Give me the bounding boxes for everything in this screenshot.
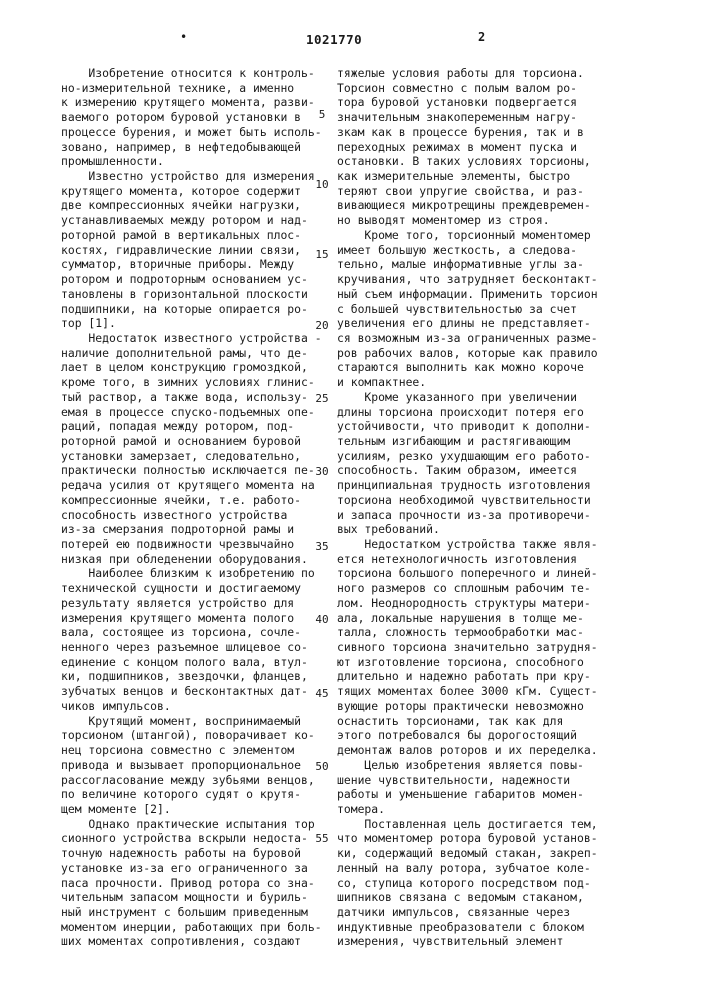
left-column bbox=[61, 66, 361, 949]
paragraph: Недостаток известного устройства - наличие дополнительной рамы, что де- лает в целом конструкцию громоздкой, кроме того, в зимних условиях глинис- тый раствор, а также вода, использу- емая в процессе спуско-подъемных опе- раций, попадая между ротором, под- роторной рамой и основанием буровой установки замерзает, следовательно, практически полностью исключается пе- редача усилия от крутящего момента на компрессионные ячейки, т.е. работо- способность известного устройства из-за смерзания подроторной рамы и потерей ею подвижности чрезвычайно низкая при обледенении оборудования. bbox=[61, 330, 322, 566]
right-column bbox=[337, 66, 637, 949]
line-number: 25 bbox=[315, 392, 329, 405]
line-number: 50 bbox=[315, 760, 329, 773]
paragraph: Крутящий момент, воспринимаемый торсионом (штангой), поворачивает ко- нец торсиона совместно с элементом привода и вызывает пропорциональное рассогласование между зубьями венцов, по величине которого судят о крутя- щем моменте [2]. bbox=[61, 713, 315, 816]
line-number: 5 bbox=[318, 108, 326, 121]
line-number: 35 bbox=[315, 540, 329, 553]
paragraph: Поставленная цель достигается тем, что моментомер ротора буровой установ- ки, содержащий ведомый стакан, закреп- ленный на валу ротора, зубчатое коле- со, ступица которого посредством под- шипников связана с ведомым стаканом, датчики импульсов, связанные через индуктивные преобразователи с блоком измерения, чувствительный элемент bbox=[337, 816, 598, 949]
paragraph: Известно устройство для измерения крутящего момента, которое содержит две компрессионных ячейки нагрузки, устанавливаемых между ротором и над- роторной рамой в вертикальных плос- костях, гидравлические линии связи, сумматор, вторичные приборы. Между ротором и подроторным основанием ус- тановлены в горизонтальной плоскости подшипники, на которые опирается ро- тор [1]. bbox=[61, 169, 315, 331]
line-number: 30 bbox=[315, 465, 329, 478]
paragraph: Однако практические испытания тор сионного устройства вскрыли недоста- точную надежность работы на буровой установке из-за его ограниченного за паса прочности. Привод ротора со зна- чительным запасом мощности и буриль- ный инструмент с большим приведенным моментом инерции, работающих при боль- ших моментах сопротивления, создают bbox=[61, 816, 322, 949]
line-number: 45 bbox=[315, 687, 329, 700]
paragraph: Изобретение относится к контроль- но-измерительной технике, а именно к измерению крутящего момента, разви- ваемого ротором буровой установки в процессе бурения, и может быть исполь- зовано, например, в нефтедобывающей промышленности. bbox=[61, 66, 322, 169]
paragraph: тяжелые условия работы для торсиона. Торсион совместно с полым валом ро- тора буровой установки подвергается значительным знакопеременным нагру- зкам как в процессе бурения, так и в переходных режимах в момент пуска и остановки. В таких условиях торсионы, как измерительные элементы, быстро теряют свои упругие свойства, и раз- вивающиеся микротрещины преждевремен- но выводят моментомер из строя. bbox=[337, 66, 591, 228]
line-number: 40 bbox=[315, 613, 329, 626]
line-number: 15 bbox=[315, 248, 329, 261]
paragraph: Кроме указанного при увеличении длины торсиона происходит потеря его устойчивости, что приводит к дополни- тельным изгибающим и растягивающим усилиям, резко ухудшающим его работо- способность. Таким образом, имеется принципиальная трудность изготовления торсиона необходимой чувствительности и запаса прочности из-за противоречи- вых требований. bbox=[337, 389, 591, 537]
paragraph: Кроме того, торсионный моментомер имеет большую жесткость, а следова- тельно, малые информативные углы за- кручивания, что затрудняет бесконтакт- ный съем информации. Применить торсион с большей чувствительностью за счет увеличения его длины не представляет- ся возможным из-за ограниченных разме- ров рабочих валов, которые как правило стараются выполнить как можно короче и компактнее. bbox=[337, 227, 598, 390]
line-number: 20 bbox=[315, 319, 329, 332]
line-number: 55 bbox=[315, 832, 329, 845]
paragraph: Наиболее близким к изобретению по технической сущности и достигаемому результату является устройство для измерения крутящего момента полого вала, состоящее из торсиона, сочле- ненного через разъемное шлицевое со- единение с концом полого вала, втул- ки, подшипников, звездочки, фланцев, зубчатых венцов и бесконтактных дат- чиков импульсов. bbox=[61, 566, 315, 713]
page-mark: • bbox=[180, 30, 188, 44]
page-number: 2 bbox=[478, 30, 486, 44]
patent-number: 1021770 bbox=[306, 32, 363, 47]
paragraph: Целью изобретения является повы- шение чувствительности, надежности работы и уменьшение габаритов момен- томера. bbox=[337, 757, 584, 816]
line-number: 10 bbox=[315, 178, 329, 191]
paragraph: Недостатком устройства также явля- ется нетехнологичность изготовления торсиона большого поперечного и линей- ного размеров со сплошным рабочим те- лом. Неоднородность структуры матери- ала, локальные нарушения в толще ме- талла, сложность термообработки мас- сивного торсиона значительно затрудня- ют изготовление торсиона, способного длительно и надежно работать при кру- тящих моментах более 3000 кГм. Сущест- вующие роторы практически невозможно оснастить торсионами, так как для этого потребовался бы дорогостоящий демонтаж валов роторов и их переделка. bbox=[337, 537, 598, 758]
